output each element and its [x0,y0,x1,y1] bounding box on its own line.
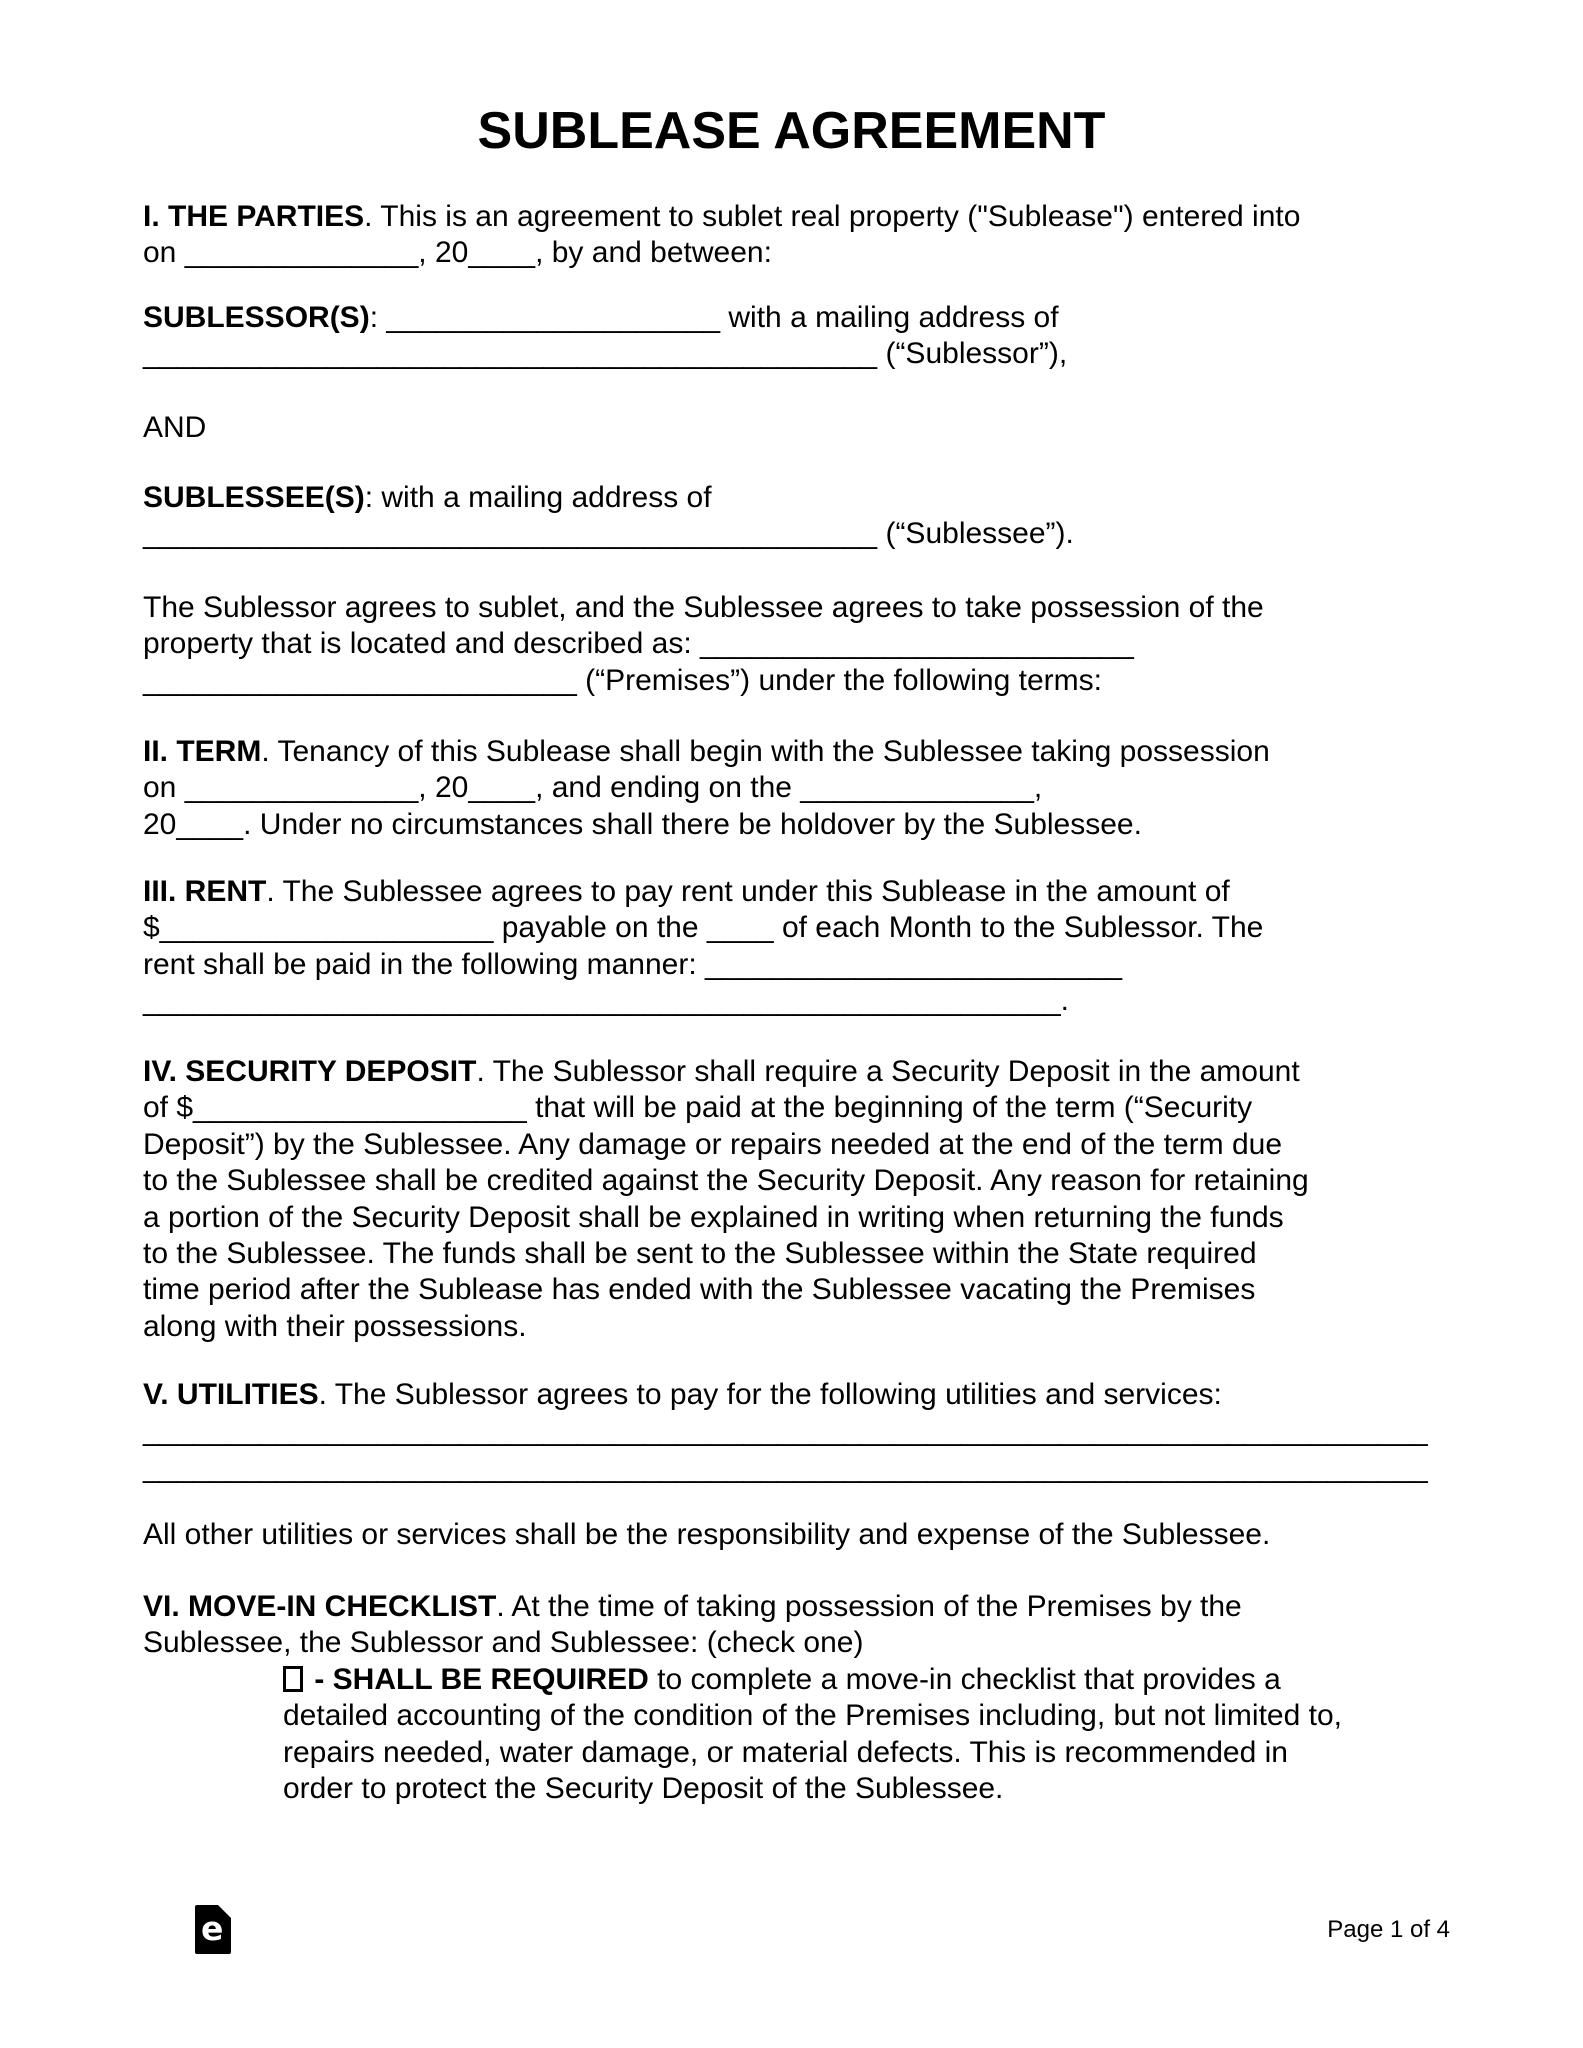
text-line [143,1735,1503,1771]
text: a portion of the Security Deposit shall be explained in writing when returning the funds [143,1200,1284,1234]
text-line [143,770,1503,806]
text: of $____________________ that will be paid at the beginning of the term (“Security [143,1091,1253,1125]
bold-text: VI. MOVE-IN CHECKLIST [143,1590,497,1623]
text: Sublessee, the Sublessor and Sublessee: (check one) [143,1626,864,1660]
text: All other utilities or services shall be the responsibility and expense of the Sublessee. [143,1518,1271,1551]
text: : with a mailing address of [364,481,712,514]
text: ____________________________________________ (“Sublessee”). [143,517,1074,551]
text-line [143,1054,1503,1090]
text-line [143,1413,1503,1449]
text: . The Sublessee agrees to pay rent under this Sublease in the amount of [266,875,1230,908]
text: The Sublessor agrees to sublet, and the Sublessee agrees to take possession of the [143,591,1264,624]
text: repairs needed, water damage, or material defects. This is recommended in [283,1735,1288,1769]
text: ____________________________________________ (“Sublessor”), [143,337,1068,371]
text: to the Sublessee shall be credited against the Security Deposit. Any reason for retaining [143,1164,1309,1198]
section-utilities [143,1377,1503,1486]
text-line [143,983,1503,1019]
text: . The Sublessor agrees to pay for the following utilities and services: [318,1378,1222,1411]
text: time period after the Sublease has ended with the Sublessee vacating the Premises [143,1273,1256,1307]
text-line [143,516,1503,552]
section-utilities-note [143,1517,1503,1553]
text: _____________________________________________________________________________ [143,1450,1428,1484]
bold-text: III. RENT [143,875,267,908]
text-line [143,1450,1503,1486]
page-title: SUBLEASE AGREEMENT [477,102,1106,160]
text: : ____________________ with a mailing address of [369,301,1059,334]
text: _____________________________________________________________________________ [143,1414,1428,1448]
section-rent [143,874,1503,1020]
text: . Tenancy of this Sublease shall begin with the Sublessee taking possession [261,735,1270,768]
text-line [143,199,1503,235]
text-line [143,1377,1503,1413]
text: on ______________, 20____, by and between: [143,236,772,270]
text-line [143,1698,1503,1734]
text: _______________________________________________________. [143,984,1069,1018]
text-line [143,235,1503,271]
section-and-separator [143,410,1503,446]
text-line [143,1662,1503,1698]
text-line [143,1517,1503,1553]
text-line [143,1589,1503,1625]
text: to complete a move-in checklist that provides a [648,1662,1281,1696]
section-premises-description [143,590,1503,699]
section-sublessee [143,480,1503,553]
section-security-deposit [143,1054,1503,1345]
text: Deposit”) by the Sublessee. Any damage or repairs needed at the end of the term due [143,1127,1283,1161]
text-line [143,410,1503,446]
text-line [143,947,1503,983]
section-move-in-checklist [143,1589,1503,1807]
eforms-logo [195,1905,231,1954]
text: order to protect the Security Deposit of the Sublessee. [283,1771,1004,1805]
text: . At the time of taking possession of the Premises by the [496,1590,1242,1623]
bold-text: II. TERM [143,735,262,768]
text-line [143,590,1503,626]
text-line [143,626,1503,662]
text-line [143,1309,1503,1345]
text: . The Sublessor shall require a Security Deposit in the amount [476,1055,1300,1088]
section-parties [143,199,1503,272]
text: to the Sublessee. The funds shall be sent to the Sublessee within the State required [143,1236,1257,1270]
text: on ______________, 20____, and ending on the ______________, [143,771,1043,805]
text: __________________________ (“Premises”) under the following terms: [143,663,1102,697]
text-line [143,1200,1503,1236]
checkbox-empty-icon [283,1666,303,1692]
text: along with their possessions. [143,1309,527,1343]
text-line [143,734,1503,770]
text-line [143,1163,1503,1199]
text-line [143,1127,1503,1163]
text-line [143,300,1503,336]
bold-text: SUBLESSOR(S) [143,301,370,334]
text: property that is located and described as: __________________________ [143,627,1134,661]
text-line [143,1771,1503,1807]
text-line [143,663,1503,699]
text-line [143,1090,1503,1126]
text: 20____. Under no circumstances shall there be holdover by the Sublessee. [143,807,1142,841]
text: AND [143,411,207,444]
section-term [143,734,1503,843]
text-line [143,1272,1503,1308]
section-sublessor [143,300,1503,373]
eforms-logo-letter: e [201,1909,224,1948]
text-line [143,807,1503,843]
text-line [143,1625,1503,1661]
text-line [143,910,1503,946]
text-line [143,1236,1503,1272]
text: $____________________ payable on the ____ of each Month to the Sublessor. The [143,911,1264,945]
text-line [143,336,1503,372]
page-number-label: Page 1 of 4 [1327,1916,1450,1943]
bold-text: - SHALL BE REQUIRED [306,1662,649,1696]
text: detailed accounting of the condition of the Premises including, but not limited to, [283,1699,1342,1733]
text: . This is an agreement to sublet real property ("Sublease") entered into [364,200,1301,233]
bold-text: IV. SECURITY DEPOSIT [143,1055,477,1088]
text-line [143,480,1503,516]
text: rent shall be paid in the following manner: _________________________ [143,947,1123,981]
bold-text: V. UTILITIES [143,1378,319,1411]
text-line [143,874,1503,910]
bold-text: I. THE PARTIES [143,200,365,233]
bold-text: SUBLESSEE(S) [143,481,365,514]
